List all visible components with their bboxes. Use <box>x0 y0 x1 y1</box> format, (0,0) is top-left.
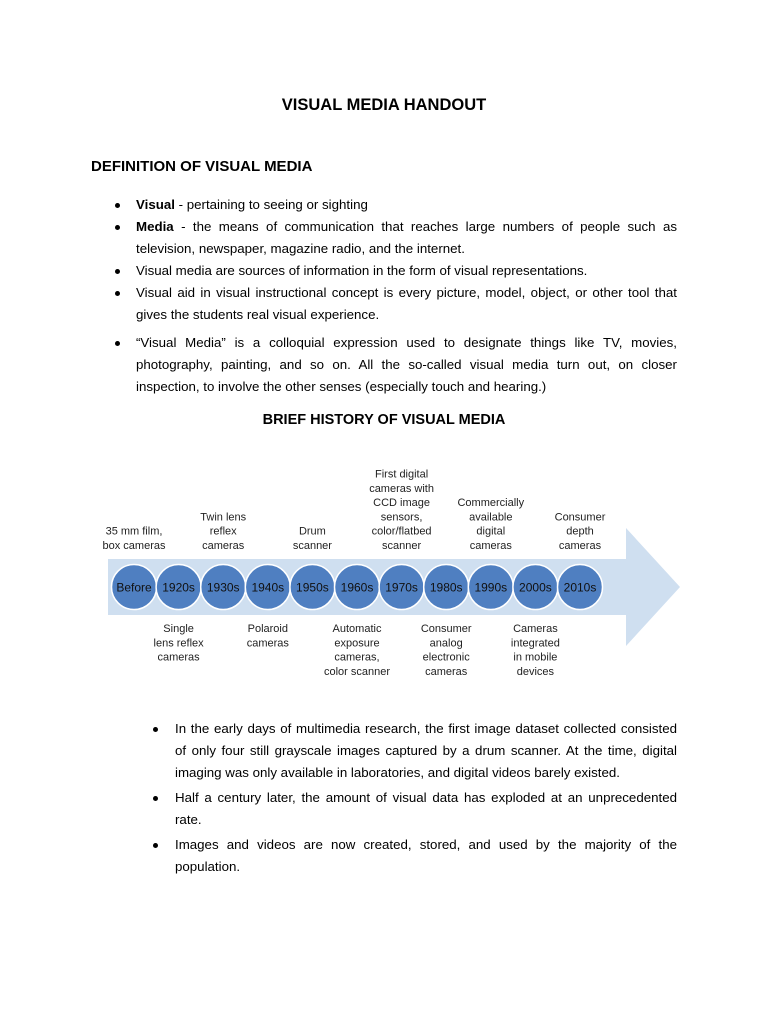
history-text: Images and videos are now created, stored, and used by the majority of the population. <box>175 837 677 874</box>
definition-text: - pertaining to seeing or sighting <box>174 197 368 212</box>
milestone-above-label: Drum scanner <box>292 525 332 552</box>
definition-text: Visual aid in visual instructional concept is every picture, model, object, or other tool that gives the students real visual experience. <box>136 285 677 322</box>
milestone-above-label: Consumer depth cameras <box>554 511 606 552</box>
bullet-icon <box>153 727 158 732</box>
bullet-icon <box>115 225 120 230</box>
decade-label: 2000s <box>519 580 552 595</box>
list-item <box>175 718 677 784</box>
history-list <box>175 718 677 878</box>
term-visual: Visual <box>136 197 175 212</box>
decade-label: 1980s <box>429 580 463 595</box>
definition-text: - the means of communication that reaches large numbers of people such as television, newspaper, magazine radio, and the internet. <box>136 219 677 256</box>
milestone-above-label: First digital cameras with CCD image sensors, color/flatbed scanner <box>369 468 434 552</box>
decade-label: 1920s <box>162 580 195 595</box>
decade-label: 1990s <box>474 580 508 595</box>
list-item <box>136 194 677 216</box>
decade-label: 1940s <box>251 580 285 595</box>
decade-label: 1960s <box>340 580 374 595</box>
milestone-above-label: 35 mm film, box cameras <box>102 525 166 552</box>
decade-label: 1950s <box>296 580 329 595</box>
bullet-icon <box>153 796 158 801</box>
milestone-below-label: Cameras integrated in mobile devices <box>510 623 560 678</box>
milestone-above-label: Twin lens reflex cameras <box>200 511 247 552</box>
decade-label: 1970s <box>385 580 418 595</box>
page-title: VISUAL MEDIA HANDOUT <box>281 96 487 114</box>
milestone-below-label: Polaroid cameras <box>246 623 289 650</box>
bullet-icon <box>115 291 120 296</box>
milestone-below-label: Automatic exposure cameras, color scanner <box>323 623 391 678</box>
milestone-below-label: Consumer analog electronic cameras <box>420 623 472 678</box>
history-heading: BRIEF HISTORY OF VISUAL MEDIA <box>262 412 506 428</box>
bullet-icon <box>115 203 120 208</box>
decade-label: 2010s <box>563 580 597 595</box>
list-item <box>136 332 677 398</box>
definition-list <box>136 194 677 398</box>
definition-heading: DEFINITION OF VISUAL MEDIA <box>91 158 313 175</box>
milestone-above-label: Commercially available digital cameras <box>457 497 525 552</box>
history-text: Half a century later, the amount of visual data has exploded at an unprecedented rate. <box>175 790 677 827</box>
history-text: In the early days of multimedia research, the first image dataset collected consisted of only four still grayscale images captured by a drum scanner. At the time, digital imaging was only available in laboratories, and digital videos barely existed. <box>175 721 677 780</box>
definition-text: “Visual Media” is a colloquial expression used to designate things like TV, movies, photography, painting, and so on. All the so-called visual media turn out, on closer inspection, to involve the other senses (especially touch and hearing.) <box>136 335 677 394</box>
timeline-graphic <box>0 460 768 690</box>
list-item <box>175 834 677 878</box>
bullet-icon <box>115 341 120 346</box>
list-item <box>136 282 677 326</box>
bullet-icon <box>115 269 120 274</box>
list-item <box>136 216 677 260</box>
decade-label: 1930s <box>206 580 240 595</box>
definition-text: Visual media are sources of information in the form of visual representations. <box>136 263 588 278</box>
history-timeline <box>0 460 768 690</box>
bullet-icon <box>153 843 158 848</box>
term-media: Media <box>136 219 174 234</box>
decade-label: Before <box>116 580 152 595</box>
list-item <box>136 260 677 282</box>
milestone-below-label: Single lens reflex cameras <box>153 623 204 664</box>
list-item <box>175 787 677 831</box>
